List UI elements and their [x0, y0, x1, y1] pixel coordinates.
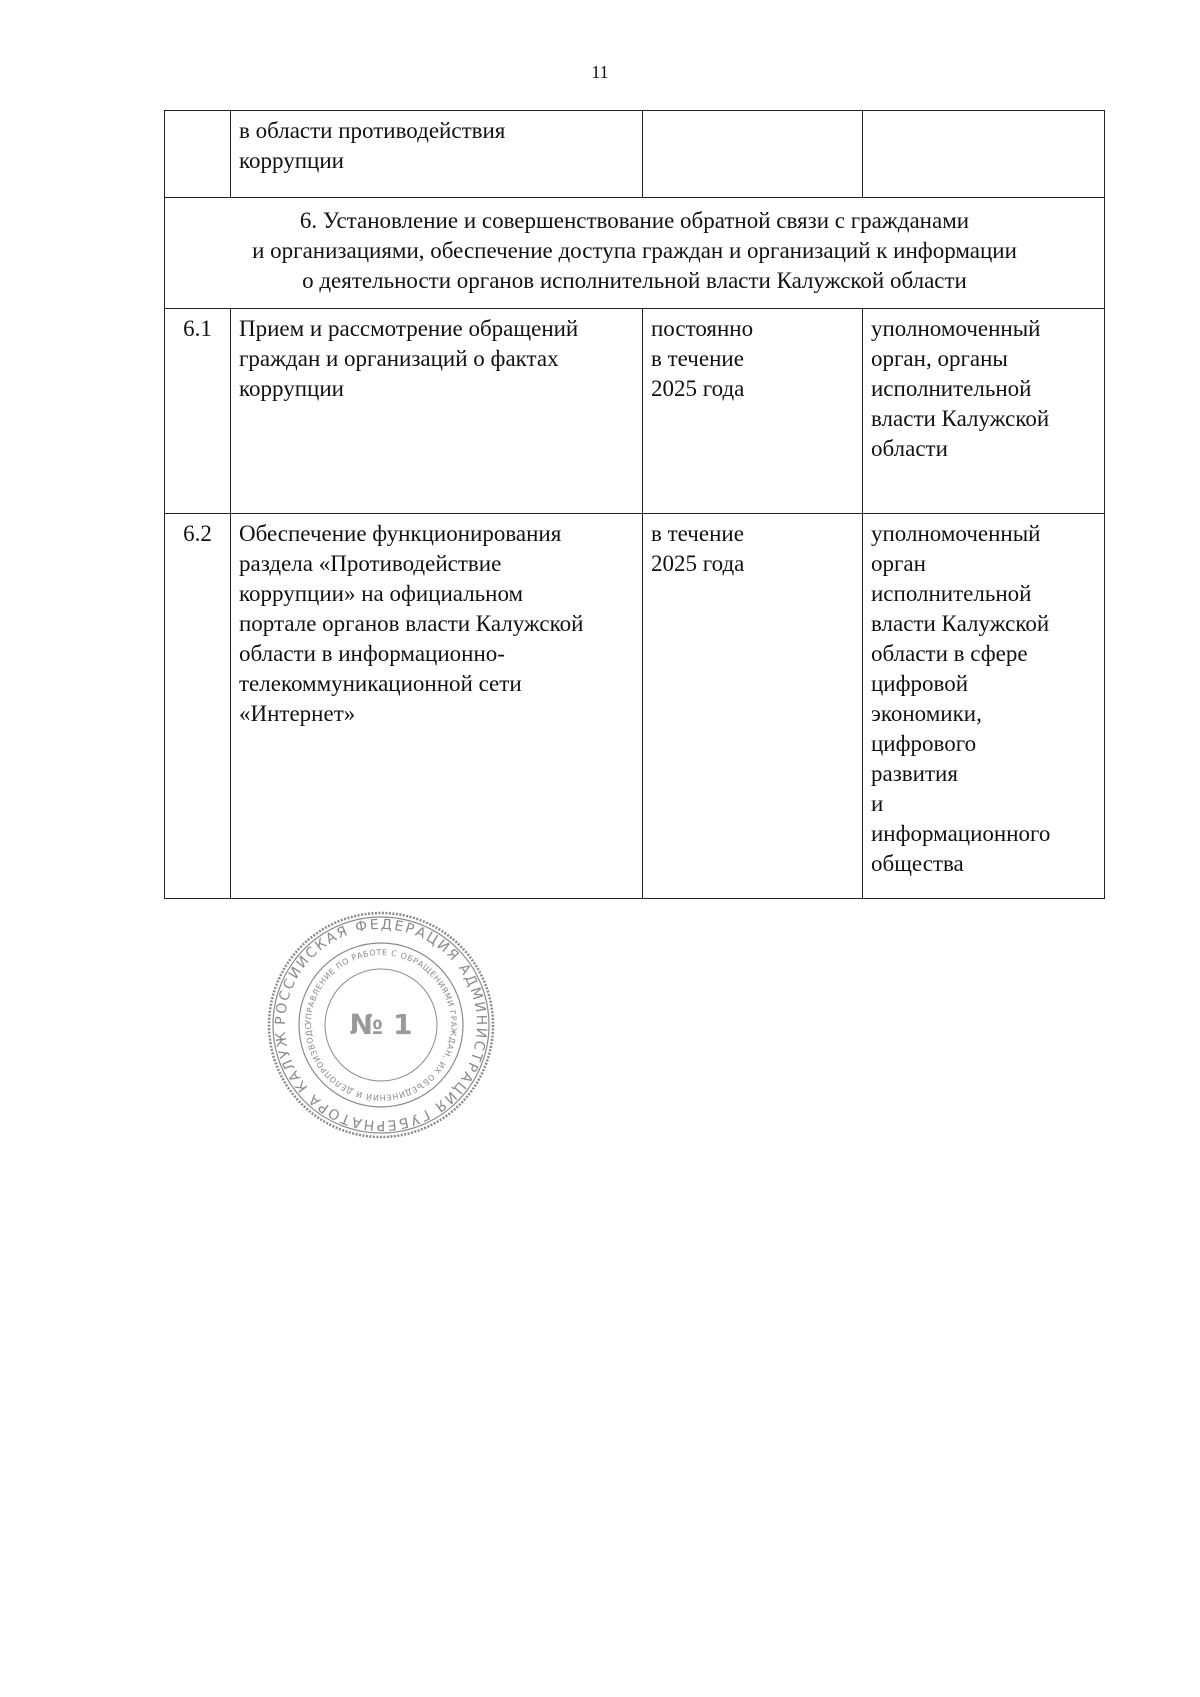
responsible-cell — [863, 111, 1105, 198]
page-number: 11 — [591, 62, 609, 82]
seal-inner-text: УПРАВЛЕНИЕ ПО РАБОТЕ С ОБРАЩЕНИЯМИ ГРАЖДАН, ИХ ОБЪЕДИНЕНИЙ И ДЕЛОПРОИЗВОДС — [303, 947, 459, 1103]
row-number-cell: 6.2 — [165, 514, 231, 899]
responsible-cell: уполномоченный орган исполнительной власти Калужской области в сфере цифровой экономики, цифрового развития и информационного общества — [863, 514, 1105, 899]
seal-graphic — [266, 910, 496, 1140]
activity-cell: в области противодействия коррупции — [231, 111, 643, 198]
term-cell: в течение 2025 года — [643, 514, 863, 899]
official-seal — [266, 910, 496, 1140]
table-row — [165, 309, 1105, 514]
action-plan-table — [164, 110, 1105, 899]
table-row — [165, 111, 1105, 198]
term-cell — [643, 111, 863, 198]
table-row — [165, 514, 1105, 899]
section-heading-row — [165, 198, 1105, 309]
seal-center-text: № 1 — [349, 1008, 413, 1041]
activity-cell: Прием и рассмотрение обращений граждан и организаций о фактах коррупции — [231, 309, 643, 514]
responsible-cell: уполномоченный орган, органы исполнительной власти Калужской области — [863, 309, 1105, 514]
seal-outer-text: РОССИЙСКАЯ ФЕДЕРАЦИЯ АДМИНИСТРАЦИЯ ГУБЕРНАТОРА КАЛУЖ — [272, 916, 490, 1134]
row-number-cell — [165, 111, 231, 198]
section-heading: 6. Установление и совершенствование обратной связи с гражданами и организациями, обеспечение доступа граждан и организаций к информации о деятельности органов исполнительной власти Калужской области — [165, 198, 1105, 309]
term-cell: постоянно в течение 2025 года — [643, 309, 863, 514]
row-number-cell: 6.1 — [165, 309, 231, 514]
activity-cell: Обеспечение функционирования раздела «Противодействие коррупции» на официальном портале органов власти Калужской области в информационно- телекоммуникационной сети «Интернет» — [231, 514, 643, 899]
